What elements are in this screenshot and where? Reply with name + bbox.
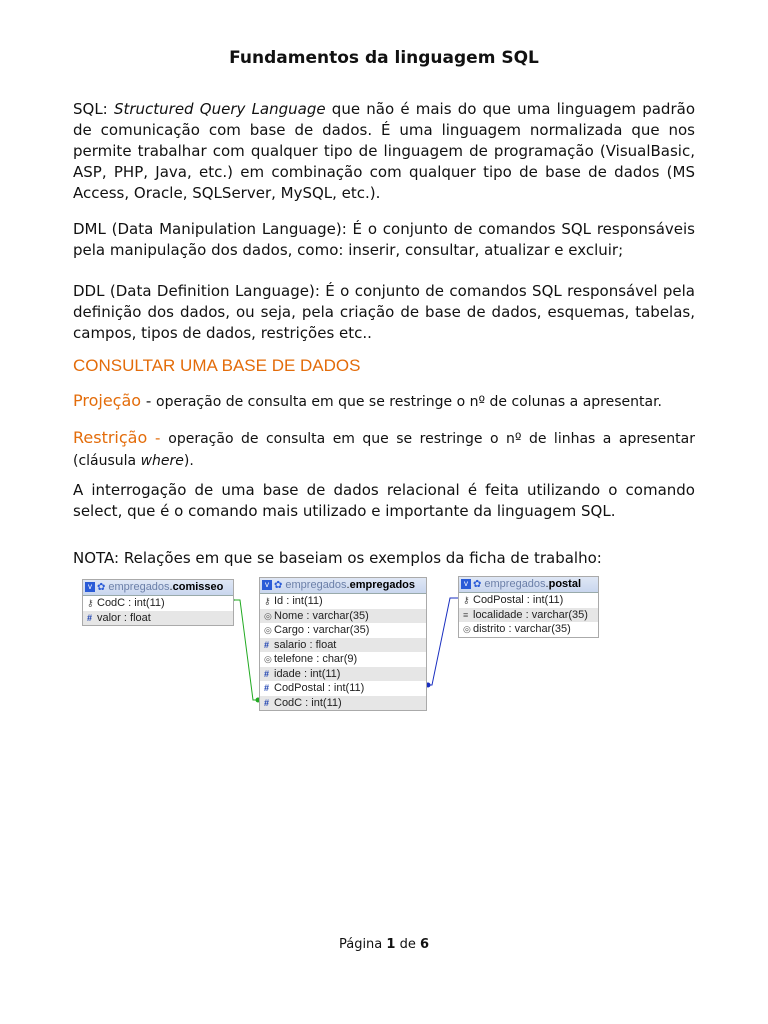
table-row — [459, 593, 598, 608]
table-row — [260, 681, 426, 696]
relation-line-codpostal — [426, 598, 459, 685]
table-name: empregados — [349, 579, 416, 591]
table-name: comisseo — [172, 581, 224, 593]
check-icon: v — [262, 580, 272, 590]
field-label: valor : float — [97, 611, 151, 624]
field-label: CodC : int(11) — [97, 597, 165, 609]
restricao-end: ). — [183, 453, 194, 469]
table-row — [260, 609, 426, 624]
table-db: empregados — [108, 581, 170, 593]
footer-sep: de — [395, 937, 420, 952]
table-row — [260, 652, 426, 667]
check-icon: v — [85, 582, 95, 592]
field-label: CodC : int(11) — [274, 696, 342, 709]
interrogacao-paragraph: A interrogação de uma base de dados relacional é feita utilizando o comando select, que é o comando mais utilizado e importante da linguagem SQL. — [73, 481, 695, 520]
restricao-term: Restrição — [73, 428, 148, 447]
table-db: empregados — [484, 578, 546, 590]
page-title: Fundamentos da linguagem SQL — [229, 48, 539, 68]
projecao-dash: - — [141, 392, 157, 410]
dml-paragraph: DML (Data Manipulation Language): É o conjunto de comandos SQL responsáveis pela manipulação dos dados, como: inserir, consultar, atualizar e excluir; — [73, 220, 695, 259]
field-label: CodPostal : int(11) — [473, 594, 564, 606]
text-icon: ◎ — [463, 624, 471, 634]
sql-lead: SQL: — [73, 100, 114, 118]
section-heading: CONSULTAR UMA BASE DE DADOS — [73, 356, 361, 375]
projecao-text: operação de consulta em que se restringe o nº de colunas a apresentar. — [156, 394, 662, 410]
table-row — [83, 596, 233, 611]
gear-icon: ✿ — [97, 582, 106, 593]
field-label: salario : float — [274, 638, 337, 651]
table-row — [260, 623, 426, 638]
text-icon: ◎ — [264, 610, 272, 621]
table-db: empregados — [285, 579, 347, 591]
gear-icon: ✿ — [274, 580, 283, 591]
key-icon: ⚷ — [87, 598, 94, 608]
table-row — [459, 608, 598, 623]
numeric-icon: # — [87, 612, 93, 623]
field-label: distrito : varchar(35) — [473, 623, 571, 635]
numeric-icon: # — [264, 668, 270, 679]
footer-page: 1 — [386, 937, 396, 952]
projecao-term: Projeção — [73, 391, 142, 410]
table-row — [83, 611, 233, 626]
table-row — [260, 667, 426, 682]
text-icon: ◎ — [264, 625, 272, 635]
table-empregados[interactable] — [259, 577, 427, 711]
table-postal[interactable] — [458, 576, 599, 638]
restricao-where: where — [140, 453, 184, 469]
table-row — [260, 638, 426, 653]
text-icon: ≡ — [463, 609, 469, 620]
footer-label: Página — [338, 937, 387, 952]
field-label: idade : int(11) — [274, 667, 341, 680]
key-icon: ⚷ — [264, 596, 271, 606]
table-header[interactable]: v ✿ empregados.postal — [459, 577, 598, 593]
gear-icon: ✿ — [473, 579, 482, 590]
numeric-icon: # — [264, 639, 270, 650]
table-row — [459, 622, 598, 637]
text-icon: ◎ — [264, 654, 272, 664]
ddl-paragraph: DDL (Data Definition Language): É o conjunto de comandos SQL responsável pela definição dos dados, ou seja, pela criação de base de dados, esquemas, tabelas, campos, tipos de dados, restrições etc.. — [73, 282, 695, 342]
sql-rest: que não é mais do que uma linguagem padrão de comunicação com base de dados. É uma linguagem normalizada que nos permite trabalhar com qualquer tipo de linguagem de programação (VisualBasic, ASP, PHP, Java, etc.) em combinação com qualquer tipo de base de dados (MS Access, Oracle, SQLServer, MySQL, etc.). — [73, 100, 695, 202]
table-name: postal — [548, 578, 582, 590]
field-label: Nome : varchar(35) — [274, 609, 369, 622]
field-label: Id : int(11) — [274, 595, 323, 607]
relation-line-codc — [233, 600, 260, 700]
table-header[interactable]: v ✿ empregados.empregados — [260, 578, 426, 594]
page-footer — [0, 937, 768, 952]
field-label: Cargo : varchar(35) — [274, 624, 370, 636]
table-row — [260, 696, 426, 711]
table-row — [260, 594, 426, 609]
key-icon: ⚷ — [463, 595, 470, 605]
numeric-icon: # — [264, 683, 270, 693]
check-icon: v — [461, 579, 471, 589]
numeric-icon: # — [264, 697, 270, 708]
field-label: CodPostal : int(11) — [274, 682, 365, 694]
field-label: telefone : char(9) — [274, 653, 358, 665]
restricao-text: operação de consulta em que se restringe o nº de linhas a apresentar (cláusula — [73, 431, 695, 469]
table-header[interactable]: v ✿ empregados.comisseo — [83, 580, 233, 596]
restricao-dash: - — [147, 429, 169, 447]
footer-total: 6 — [419, 937, 430, 952]
field-label: localidade : varchar(35) — [473, 608, 588, 621]
nota-paragraph: NOTA: Relações em que se baseiam os exemplos da ficha de trabalho: — [73, 549, 602, 567]
table-comisseo[interactable] — [82, 579, 234, 626]
sql-term: Structured Query Language — [113, 100, 326, 118]
